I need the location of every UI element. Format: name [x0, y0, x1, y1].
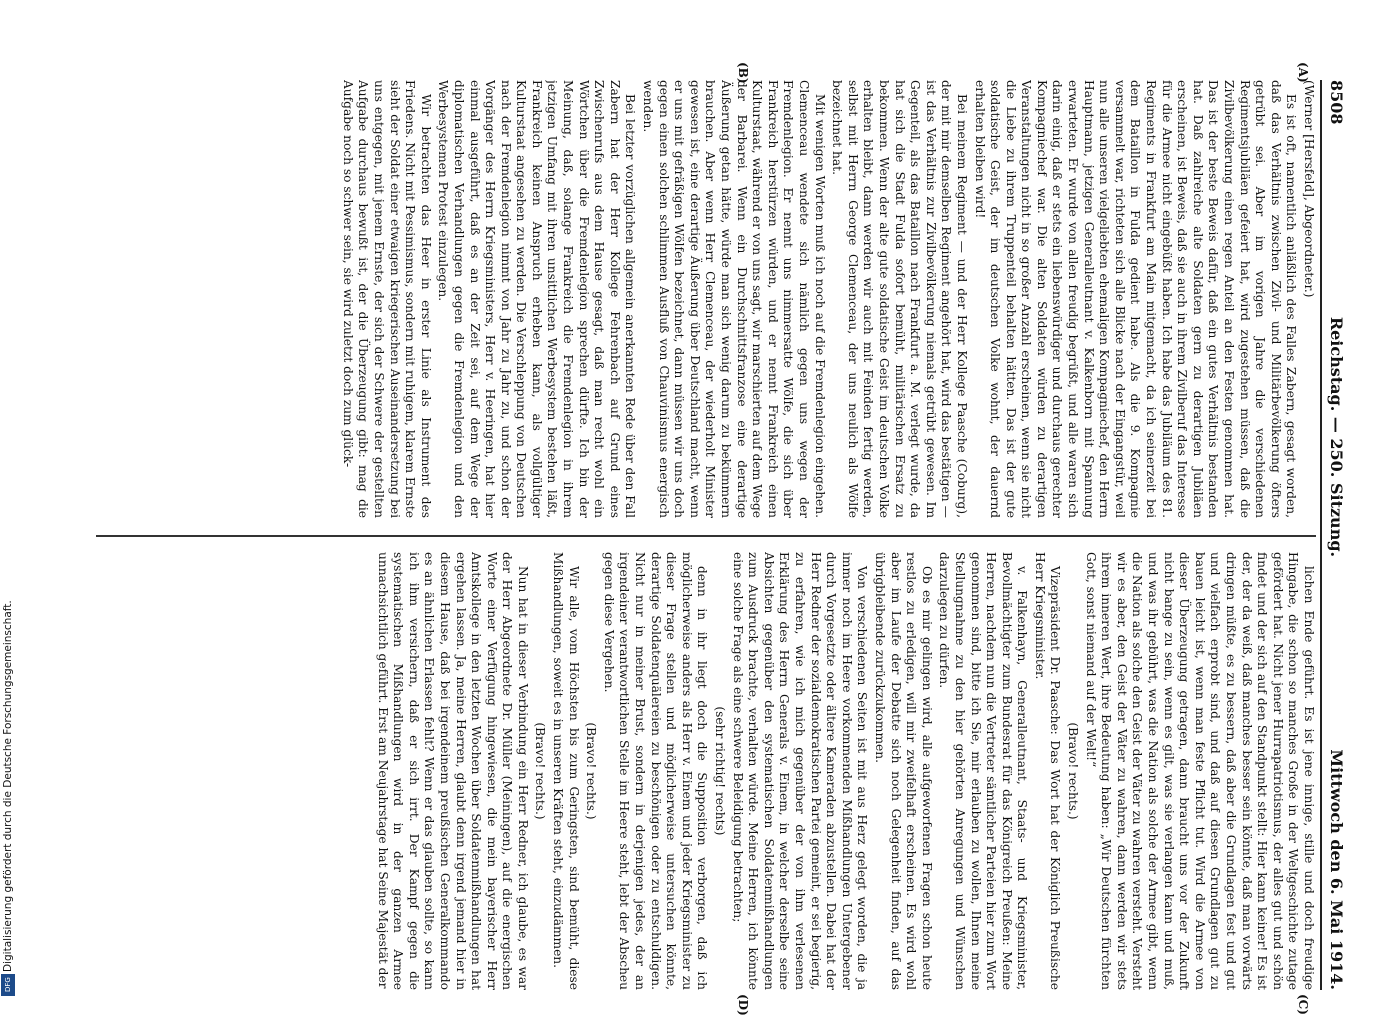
- header-rule: [1320, 80, 1322, 990]
- paragraph: v. Falkenhayn, Generalleutnant, Staats- und Kriegsminister, Bevollmächtigter zum Bundesrat für das Königreich Preußen: Meine Herren, nachdem nun die Vertreter sämtlicher Parteien hier zum Wort genommen sind, bitte ich Sie, mir erlauben zu wollen, Ihnen meine Stellungnahme zu den hier gehörten Anregungen und Wünschen darzulegen zu dürfen.: [937, 552, 1030, 990]
- session-title: Reichstag. — 250. Sitzung.: [1327, 316, 1347, 558]
- paragraph: Ob es mir gelingen wird, alle aufgeworfenen Fragen schon heute restlos zu erledigen, will mir zweifelhaft erscheinen. Es wird wohl aber im Laufe der Debatte sich noch Gelegenheit finden, auf das übrigbleibende zurückzukommen.: [872, 552, 934, 990]
- digitization-credit: Digitalisierung gefördert durch die Deutsche Forschungsgemeinschaft.: [2, 600, 14, 972]
- session-date: Mittwoch den 6. Mai 1914.: [1327, 749, 1347, 990]
- page-header: [1324, 80, 1350, 990]
- paragraph: Von verschiedenen Seiten ist mit aus Herz gelegt worden, die ja immer noch im Heere vorkommenden Mißhandlungen Untergebener durch Vorgesetzte oder ältere Kameraden abzustellen. Dabei hat der Herr Redner der sozialdemokratischen Partei gemeint, er sei begierig, zu erfahren, wie ich mich gegenüber der von ihm verlesenen Erklärung des Herrn Generals v. Einem, in welcher derselbe seine Absichten gegenüber den systematischen Soldatenmißhandlungen zum Ausdruck brachte, verhalten würde. Meine Herren, ich könnte eine solche Frage als eine schwere Beleidigung betrachten;: [730, 552, 870, 990]
- margin-marker-d: (D): [736, 994, 750, 1016]
- rotated-page: [80, 62, 1350, 1016]
- paragraph: (Bravo! rechts.): [584, 722, 599, 820]
- paragraph: (sehr richtig! rechts): [713, 706, 728, 836]
- margin-marker-b: (B): [736, 62, 750, 84]
- paragraph: denn in ihr liegt doch die Supposition verborgen, daß ich möglicherweise anders als Herr v. Einem und jeder Kriegsminister zu dieser Frage stellen und möglicherweise untersuchen könnte, derartige Soldatenquälereien zu beschönigen oder zu entschuldigen. Nicht nur in meiner Brust, sondern in derjenigen jedes, der an irgendeiner verantwortlichen Stelle im Heere steht, lebt der Abscheu gegen diese Vergehen.: [601, 552, 710, 990]
- left-column: [86, 80, 1316, 518]
- paragraph: Bei letzter vorzüglichen allgemein anerkannten Rede über den Fall Zabern hat der Herr Kollege Fehrenbach auf Grund eines Zwischenrufs aus dem Hause gesagt, daß man recht wohl ein Wörtchen über die Fremdenlegion sprechen dürfte. Ich bin der Meinung, daß, solange Frankreich die Fremdenlegion in ihrem jetzigen Umfang mit ihren unsittlichen Werbesystem bestehen läßt, Frankreich keinen Anspruch erheben kann, als vollgültiger Kulturstaat angesehen zu werden. Die Verschleppung von Deutschen nach der Fremdenlegion nimmt von Jahr zu Jahr zu, und schon der Vorgänger des Herrn Kriegsministers, Herr v. Heeringen, hat hier einmal ausgeführt, daß es an der Zeit sei, auf dem Wege der diplomatischen Verhandlungen gegen die Fremdenlegion und den Werbesystemen Protest einzulegen.: [436, 80, 638, 518]
- margin-marker-c: (C): [1296, 994, 1310, 1015]
- paragraph: Wir alle, vom Höchsten bis zum Geringsten, sind bemüht, diese Mißhandlungen, soweit es in unseren Kräften steht, einzudämmen.: [551, 552, 581, 990]
- paragraph: Vizepräsident Dr. Paasche: Das Wort hat der Königlich Preußische Herr Kriegsminister.: [1032, 552, 1063, 990]
- paragraph: Wir betrachten das Heer in erster Linie als Instrument des Friedens. Nicht mit Pessimismus, sondern mit ruhigem, klarem Ernste sieht der Soldat einer etwaigen kriegerischen Auseinandersetzung bei uns entgegen, mit jenem Ernste, der sich der Schwere der gestellten Aufgabe durchaus bewußt ist, der die Überzeugung gibt: mag die Aufgabe noch so schwer sein, sie wird zuletzt doch zum glück-: [340, 80, 433, 518]
- paragraph: lichen Ende geführt. Es ist jene innige, stille und doch freudige Hingabe, die schon so manches Große in der Weltgeschichte zutage gefördert hat. Nicht jener Hurrapatriotismus, der alles gut und schön findet und der sich auf den Standpunkt stellt: Hier kann keiner! Es ist der, der da weiß, daß manches besser sein könnte, daß man vorwärts dringen müßte, es zu bessern, daß aber die Grundlagen fest und gut und vielfach erprobt sind, und daß auf diesen Grundlagen gut zu bauen leicht ist, wenn man feste Pflicht tut. Wird die Armee von dieser Überzeugung getragen, dann braucht uns vor der Zukunft nicht bange zu sein, wenn es gilt, was sie verlangen kann und muß, und was ihr gebührt, was die Nation als solche der Armee gibt, wenn die Nation als solche den Geist der Väter zu wahren versteht. Versteht wir es aber, den Geist der Väter zu wahren, dann werden wir stets ihrem inneren Wert, ihre Bedeutung haben: „Wir Deutschen fürchten Gott, sonst niemand auf der Welt!“: [1083, 552, 1316, 990]
- paragraph: Bei meinem Regiment — und der Herr Kollege Paasche (Coburg), der mit mir demselben Regiment angehört hat, wird das bestätigen — ist das Verhältnis zur Zivilbevölkerung niemals getrübt gewesen. Im Gegenteil, als das Bataillon nach Frankfurt a. M. verlegt wurde, da hat sich die Stadt Fulda sofort bemüht, militärischen Ersatz zu bekommen. Wenn der alte gute soldatische Geist im deutschen Volke erhalten bleibt, dann werden wir auch mit Feinden fertig werden, selbst mit Herrn George Clemenceau, der uns neulich als Wölfe bezeichnet hat.: [830, 80, 969, 518]
- page-number: 8508: [1327, 80, 1347, 125]
- paragraph: Es ist oft, namentlich anläßlich des Falles Zabern, gesagt worden, daß das Verhältnis zwischen Zivil- und Militärbevölkerung öfters getrübt sei. Aber im vorigen Jahre die verschiedenen Regimentsjubiläen gefeiert hat, wird zugestehen müssen, daß die Zivilbevölkerung einen regen Anteil an den Festen genommen hat. Das ist der beste Beweis dafür, daß ein gutes Verhältnis bestanden hat. Daß zahlreiche alte Soldaten gern zu derartigen Jubiläen erscheinen, ist Beweis, daß sie auch in ihrem Zivilberuf das Interesse für die Armee nicht eingebüßt haben. Ich habe das Jubiläum des 81. Regiments in Frankfurt am Main mitgemacht, da ich seinerzeit bei dem Bataillon in Fulda gedient habe. Als die 9. Kompagnie versammelt war, richteten sich alle Blicke nach der Eingangstür, weil nun alle unseren vielgeliebten ehemaligen Kompagniechef, den Herrn Hauptmann, jetzigen Generalleutnant v. Kalkenborn mit Spannung erwarteten. Er wurde von allen freudig begrüßt, und alle waren sich darin einig, daß er stets ein liebenswürdiger und durchaus gerechter Kompagniechef war. Die alten Soldaten würden zu derartigen Veranstaltungen nicht in so großer Anzahl erscheinen, wenn sie nicht die Liebe zu ihrem Truppenteil behalten hätten. Das ist der gute soldatische Geist, der im deutschen Volke wohnt, der dauernd erhalten bleiben wird!: [972, 80, 1299, 518]
- right-column: [86, 552, 1316, 990]
- paragraph: Mit wenigen Worten muß ich noch auf die Fremdenlegion eingehen. Clemenceau wendete sich nämlich gegen uns wegen der Fremdenlegion. Er nennt uns nimmersatte Wölfe, die sich über Frankreich herstürzen würden, und er nennt Frankreich einen Kulturstaat, während er von uns sagt, wir marschierten auf dem Wege der Barbarei. Wenn ein Durchschnittsfranzose eine derartige Äußerung getan hätte, würde man sich wenig darum zu bekümmern brauchen. Aber wenn Herr Clemenceau, der wiederholt Minister gewesen ist, eine derartige Äußerung über Deutschland macht, wenn er uns mit gefräßigen Wölfen bezeichnet, dann müssen wir uns doch gegen einen solchen schlimmen Ausfluß von Chauvinismus energisch wenden.: [641, 80, 827, 518]
- paragraph: (Bravo! rechts.): [533, 722, 548, 820]
- paragraph: Nun hat in dieser Verbindung ein Herr Redner, ich glaube, es war der Herr Abgeordnete Dr. Müller (Meiningen), auf die energischen Worte einer Verfügung hingewiesen, die mein bayerischer Herr Amtskollege in den letzten Wochen über Soldatenmißhandlungen hat ergehen lassen. Ja, meine Herren, glaubt denn irgend jemand hier in diesem Hause, daß bei irgendeinem preußischen Generalkommando es an ähnlichen Erlassen fehlt? Wenn er das glauben sollte, so kann ich ihm versichern, daß er sich irrt. Der Kampf gegen die systematischen Mißhandlungen wird in der ganzen Armee unnachsichtlich geführt. Erst am Neujahrstage hat Seine Majestät der: [375, 552, 530, 990]
- dfg-logo: DFG: [1, 974, 15, 996]
- column-divider: [96, 535, 1316, 537]
- margin-marker-a: (A): [1296, 62, 1310, 83]
- paragraph: (Bravo! rechts.): [1066, 722, 1081, 820]
- paragraph: (Werner [Hersfeld], Abgeordneter.): [1302, 80, 1316, 298]
